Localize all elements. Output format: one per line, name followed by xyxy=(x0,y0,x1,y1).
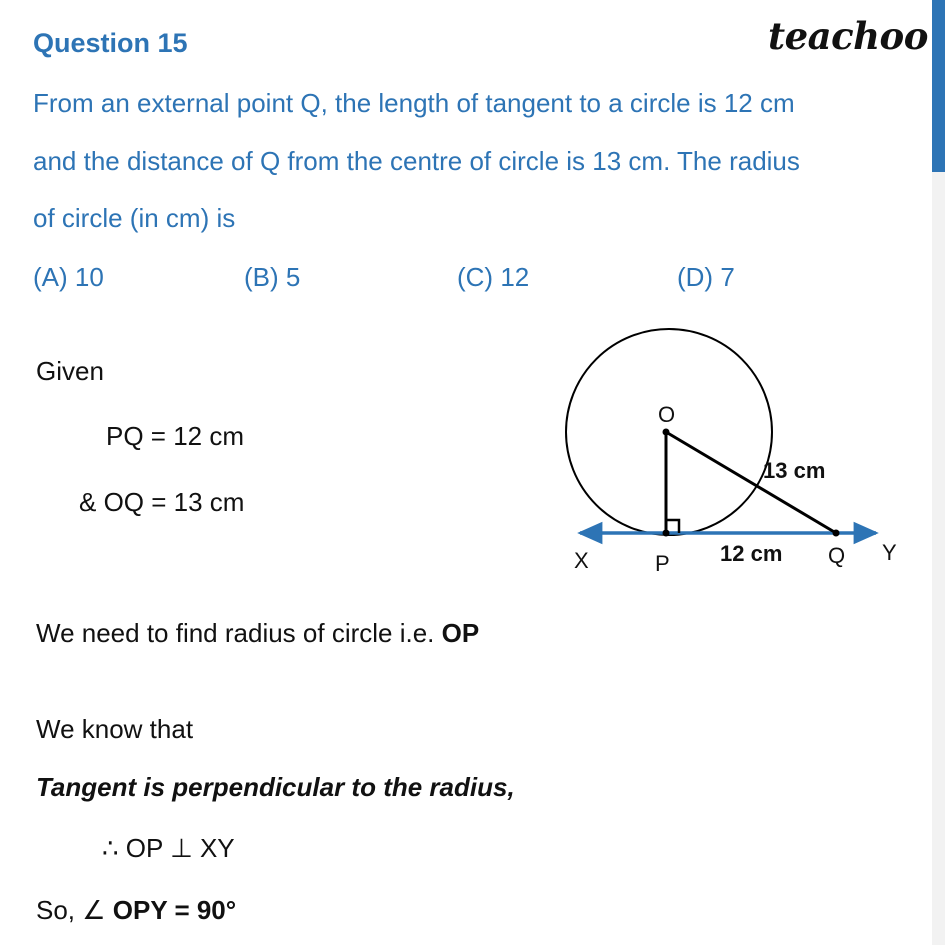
question-line-2: and the distance of Q from the centre of circle is 13 cm. The radius xyxy=(33,146,800,176)
label-q: Q xyxy=(828,543,846,568)
angle-prefix: So, ∠ xyxy=(36,895,113,925)
option-d: (D) 7 xyxy=(677,262,735,292)
point-p xyxy=(663,530,670,537)
point-o xyxy=(663,429,670,436)
label-pq-length: 12 cm xyxy=(720,541,783,566)
option-b: (B) 5 xyxy=(244,262,301,292)
option-c: (C) 12 xyxy=(457,262,530,292)
label-oq-length: 13 cm xyxy=(763,458,826,483)
option-a: (A) 10 xyxy=(33,262,104,292)
angle-value: OPY = 90° xyxy=(112,895,237,925)
point-q xyxy=(833,530,840,537)
label-p: P xyxy=(655,551,670,576)
need-to-find-op: OP xyxy=(441,618,480,648)
label-x: X xyxy=(574,548,589,573)
we-know-that: We know that xyxy=(36,714,194,744)
given-heading: Given xyxy=(36,356,104,386)
need-to-find-text: We need to find radius of circle i.e. xyxy=(36,618,442,648)
teachoo-logo[interactable]: teachoo xyxy=(768,14,928,58)
label-y: Y xyxy=(882,540,897,565)
label-o: O xyxy=(658,402,676,427)
question-title: Question 15 xyxy=(33,28,188,58)
question-line-3: of circle (in cm) is xyxy=(33,203,236,233)
theorem-statement: Tangent is perpendicular to the radius, xyxy=(36,772,515,802)
given-pq: PQ = 12 cm xyxy=(106,421,244,451)
question-line-1: From an external point Q, the length of tangent to a circle is 12 cm xyxy=(33,88,795,118)
therefore-statement: ∴ OP ⊥ XY xyxy=(102,833,235,863)
given-oq: & OQ = 13 cm xyxy=(79,487,245,517)
